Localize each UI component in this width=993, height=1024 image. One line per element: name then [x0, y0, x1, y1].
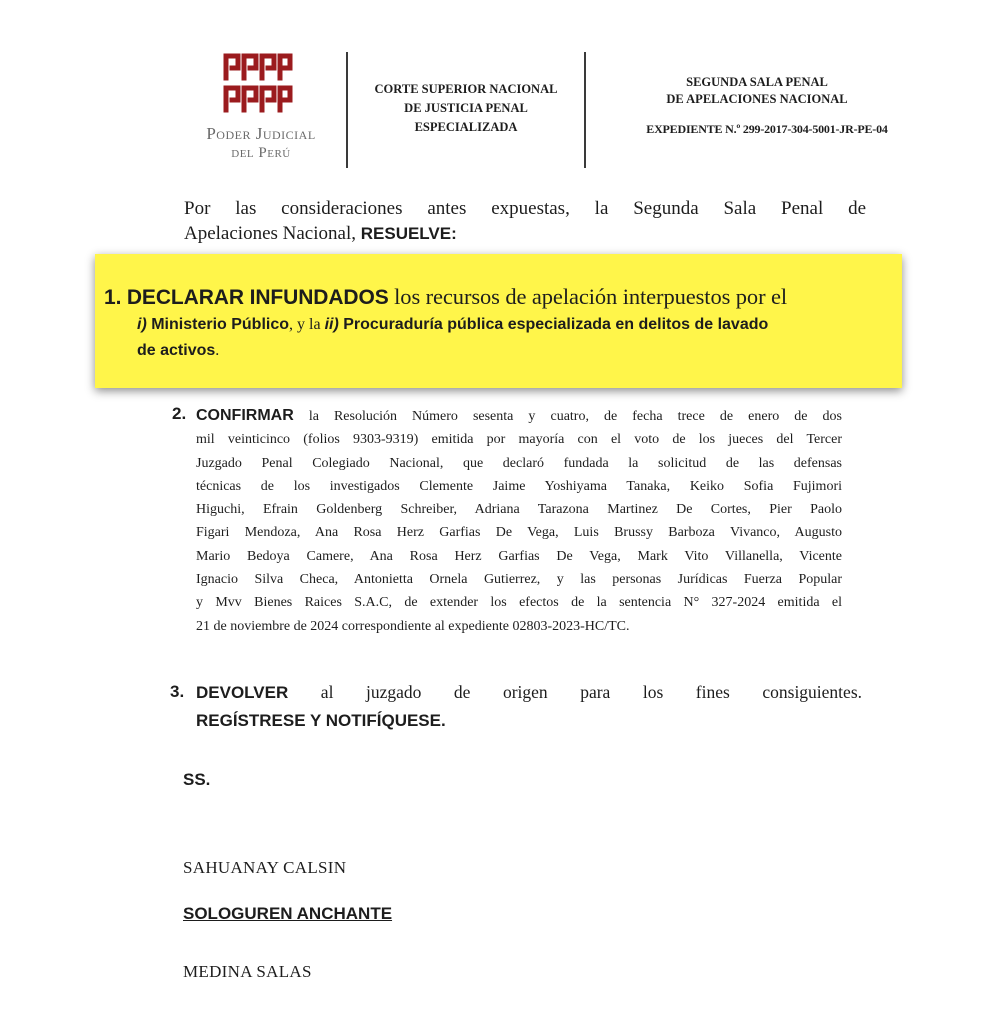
- poder-judicial-logo: [222, 52, 294, 114]
- item1-line1: [104, 284, 904, 310]
- item2-line5: Higuchi, Efrain Goldenberg Schreiber, Adriana Tarazona Martinez De Cortes, Pier Paolo: [196, 502, 842, 518]
- header-divider: [346, 52, 348, 168]
- sala-line1: SEGUNDA SALA PENAL: [686, 75, 828, 89]
- item3-text: al juzgado de origen para los fines consiguientes.: [288, 682, 862, 702]
- sala-line2: DE APELACIONES NACIONAL: [666, 92, 848, 106]
- item1-party1: Ministerio Público: [146, 316, 290, 333]
- intro-line1: Por las consideraciones antes expuestas, la Segunda Sala Penal de: [184, 198, 866, 219]
- item1-line3: [137, 342, 219, 360]
- logo-line1: Poder Judicial: [206, 124, 316, 143]
- court-line1: CORTE SUPERIOR NACIONAL: [374, 82, 558, 96]
- judge-name: MEDINA SALAS: [183, 962, 312, 981]
- item2-line: [196, 404, 842, 428]
- item2-line8: Ignacio Silva Checa, Antonietta Ornela Gutierrez, y las personas Jurídicas Fuerza Popular: [196, 572, 842, 588]
- item3-line1: [196, 682, 862, 703]
- logo-line2: del Perú: [231, 145, 291, 161]
- item1-keyword: DECLARAR INFUNDADOS: [126, 286, 389, 309]
- item1-text: los recursos de apelación interpuestos por el: [388, 284, 788, 309]
- item2-number: 2.: [172, 404, 187, 423]
- item3-keyword: DEVOLVER: [196, 683, 289, 702]
- item1-end: .: [215, 342, 220, 359]
- item1-line2: [137, 316, 903, 334]
- item1-roman2: ii): [324, 316, 339, 333]
- item2-line6: Figari Mendoza, Ana Rosa Herz Garfias De Vega, Luis Brussy Barboza Vivanco, Augusto: [196, 525, 842, 541]
- item2-line2: mil veinticinco (folios 9303-9319) emitida por mayoría con el voto de los jueces del Tercer: [196, 432, 842, 448]
- item2-line4: técnicas de los investigados Clemente Jaime Yoshiyama Tanaka, Keiko Sofia Fujimori: [196, 478, 842, 494]
- judge-name-underlined: SOLOGUREN ANCHANTE: [183, 904, 393, 923]
- item2-line1: la Resolución Número sesenta y cuatro, de fecha trece de enero de dos: [293, 409, 842, 424]
- court-line2: DE JUSTICIA PENAL: [404, 101, 528, 115]
- judge-name: SAHUANAY CALSIN: [183, 858, 347, 877]
- expediente-number: EXPEDIENTE N.º 299-2017-304-5001-JR-PE-04: [646, 122, 888, 136]
- item2-line7: Mario Bedoya Camere, Ana Rosa Herz Garfias De Vega, Mark Vito Villanella, Vicente: [196, 548, 842, 564]
- resuelve-label: RESUELVE:: [360, 224, 457, 243]
- item2-line3: Juzgado Penal Colegiado Nacional, que declaró fundada la solicitud de las defensas: [196, 455, 842, 471]
- item2-keyword: CONFIRMAR: [196, 407, 294, 424]
- item3-number: 3.: [170, 682, 185, 701]
- item1-roman1: i): [137, 316, 147, 333]
- ss-label: SS.: [183, 770, 211, 789]
- item1-party2-cont: de activos: [137, 342, 216, 359]
- intro-paragraph: [184, 196, 866, 246]
- item2-line9: y Mvv Bienes Raices S.A.C, de extender los efectos de la sentencia N° 327-2024 emitida el: [196, 595, 842, 611]
- item2-line10: 21 de noviembre de 2024 correspondiente al expediente 02803-2023-HC/TC.: [196, 618, 630, 634]
- item1-party2: Procuraduría pública especializada en delitos de lavado: [338, 316, 769, 333]
- sala-name: [602, 74, 912, 108]
- closing-formula: REGÍSTRESE Y NOTIFÍQUESE.: [196, 711, 446, 730]
- item1-sep: , y la: [289, 316, 325, 333]
- header-divider: [584, 52, 586, 168]
- item2-paragraph: [196, 404, 842, 638]
- court-line3: ESPECIALIZADA: [414, 120, 518, 134]
- intro-line2: Apelaciones Nacional,: [184, 223, 361, 244]
- item1-number: 1.: [104, 286, 122, 309]
- court-name: [356, 80, 576, 137]
